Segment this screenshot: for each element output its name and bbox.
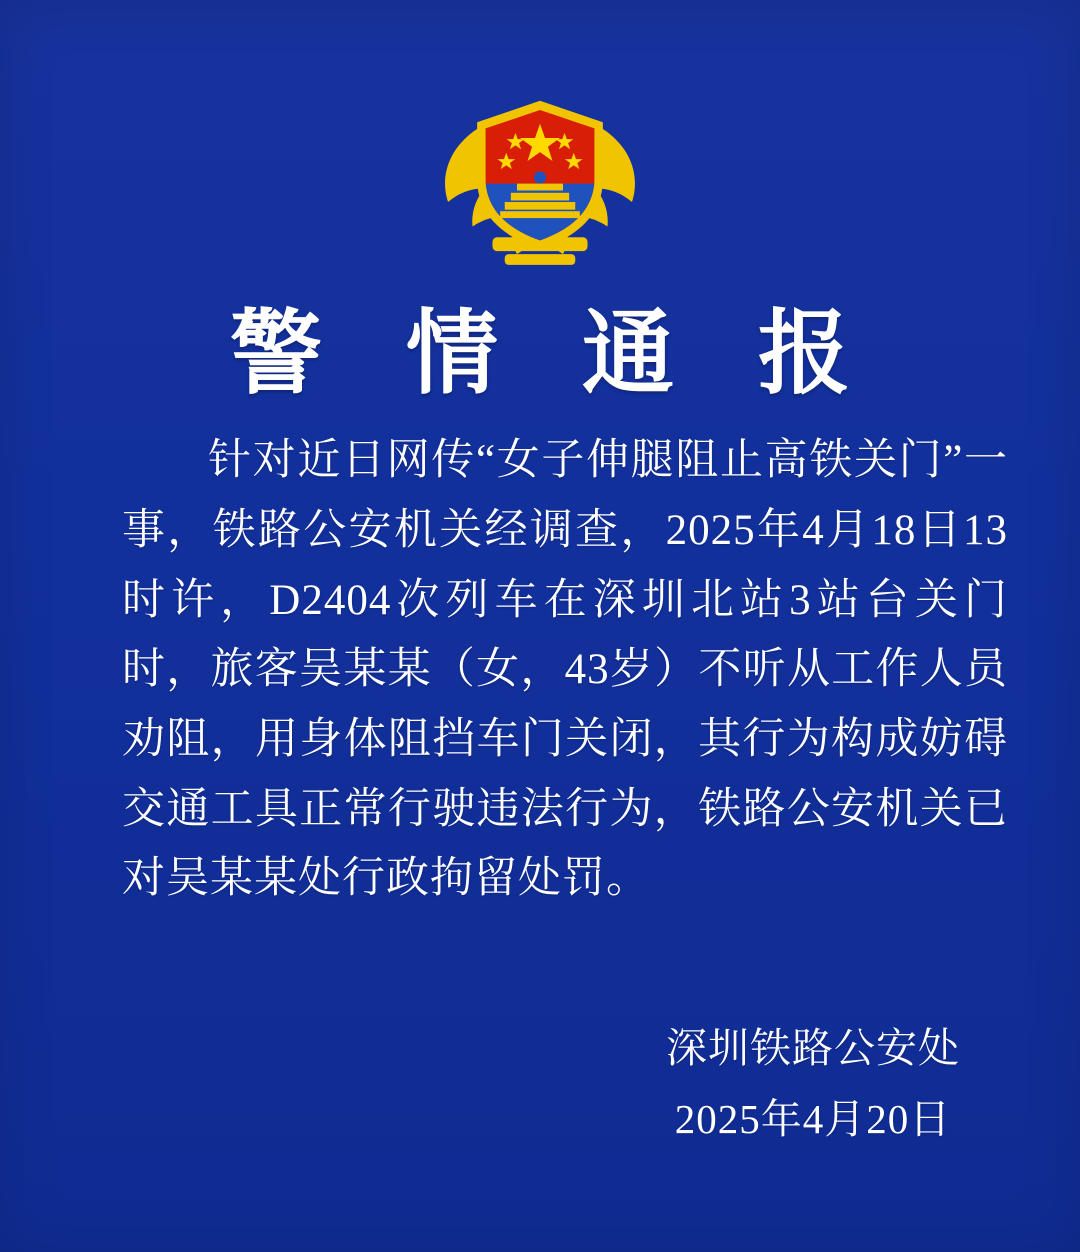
china-police-badge-icon <box>425 86 655 272</box>
signature-issuer: 深圳铁路公安处 <box>666 1024 960 1071</box>
signature-block <box>666 1013 960 1157</box>
emblem-container <box>0 0 1080 272</box>
page-title: 警 情 通 报 <box>229 299 877 407</box>
notice-body: 针对近日网传“女子伸腿阻止高铁关门”一事，铁路公安机关经调查，2025年4月18日13时许，D2404次列车在深圳北站3站台关门时，旅客吴某某（女，43岁）不听从工作人员劝阻，用身体阻挡车门关闭，其行为构成妨碍交通工具正常行驶违法行为，铁路公安机关已对吴某某处行政拘留处罚。 <box>122 437 1008 903</box>
signature-date: 2025年4月20日 <box>674 1096 952 1143</box>
